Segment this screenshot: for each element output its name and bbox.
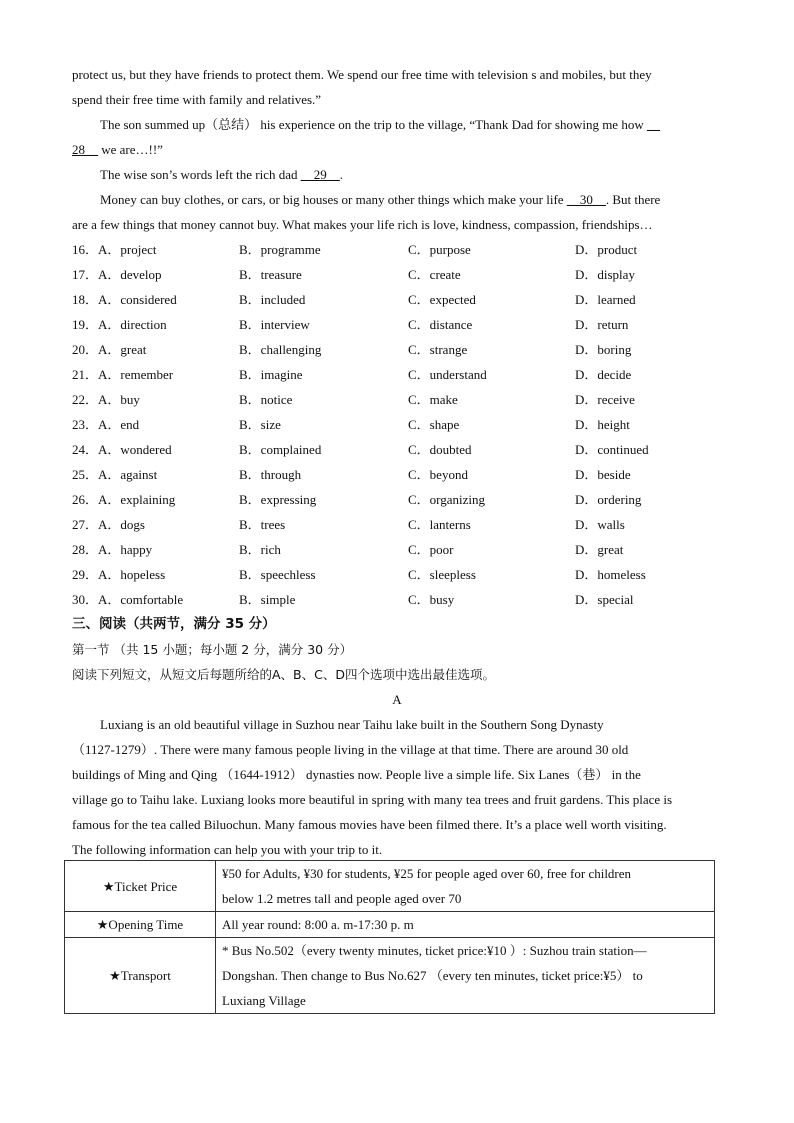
option-d: D．great [575,542,624,557]
option-c: C．distance [408,317,473,332]
reading-line: （1127-1279）. There were many famous people living in the village at that time. There are around 30 old [72,742,629,757]
option-b: B．complained [239,442,322,457]
option-c: C．busy [408,592,455,607]
question-list [72,237,722,612]
blank-29: __29__ [300,167,340,182]
option-a: 19．A．direction [72,317,167,332]
section-subtitle: 第一节 （共 15 小题；每小题 2 分，满分 30 分） [72,642,353,657]
reading-line: village go to Taihu lake. Luxiang looks more beautiful in spring with many tea trees and fruit gardens. This place is [72,792,673,807]
option-b: B．trees [239,517,286,532]
table-header-transport: ★Transport [65,938,216,1014]
option-b: B．imagine [239,367,303,382]
passage-line: protect us, but they have friends to protect them. We spend our free time with television s and mobiles, but they [72,67,652,82]
question-row [72,287,722,312]
reading-line: famous for the tea called Biluochun. Many famous movies have been filmed there. It’s a place well worth visiting. [72,817,667,832]
reading-line: buildings of Ming and Qing （1644-1912） dynasties now. People live a simple life. Six Lanes（巷） in the [72,767,641,782]
cell-line: ¥50 for Adults, ¥30 for students, ¥25 for people aged over 60, free for children [222,866,632,881]
option-c: C．lanterns [408,517,471,532]
passage-line: are a few things that money cannot buy. What makes your life rich is love, kindness, compassion, friendships… [72,217,653,232]
option-b: B．interview [239,317,310,332]
option-d: D．product [575,242,638,257]
passage-text: . But there [605,192,661,207]
cell-line: Dongshan. Then change to Bus No.627 （every ten minutes, ticket price:¥5） to [222,968,643,983]
option-a: 23．A．end [72,417,140,432]
option-b: B．treasure [239,267,302,282]
passage-text: The son summed up（总结） his experience on the trip to the village, “Thank Dad for showing me how [100,117,647,132]
option-c: C．understand [408,367,487,382]
option-d: D．receive [575,392,635,407]
option-c: C．create [408,267,461,282]
option-a: 26．A．explaining [72,492,176,507]
option-d: D．learned [575,292,636,307]
option-a: 29．A．hopeless [72,567,166,582]
option-c: C．organizing [408,492,486,507]
option-b: B．size [239,417,281,432]
table-header-ticket-price: ★Ticket Price [65,861,216,912]
question-row [72,412,722,437]
option-c: C．doubted [408,442,472,457]
option-c: C．make [408,392,458,407]
option-d: D．decide [575,367,632,382]
option-b: B．expressing [239,492,317,507]
option-d: D．height [575,417,630,432]
option-c: C．sleepless [408,567,476,582]
cell-line: * Bus No.502（every twenty minutes, ticket price:¥10 ）: Suzhou train station— [222,943,647,958]
question-row [72,237,722,262]
table-row [65,938,715,1014]
table-cell [216,861,715,912]
question-row [72,462,722,487]
info-table [64,860,715,1014]
option-b: B．included [239,292,306,307]
option-c: C．poor [408,542,454,557]
blank-28: 28__ [72,142,98,157]
document-page [72,62,722,862]
table-header-opening-time: ★Opening Time [65,912,216,938]
option-c: C．strange [408,342,468,357]
question-row [72,312,722,337]
option-a: 17．A．develop [72,267,162,282]
blank-28-start: __ [646,117,660,132]
question-row [72,487,722,512]
option-a: 18．A．considered [72,292,177,307]
table-row [65,861,715,912]
passage-text: we are…!!” [98,142,163,157]
option-d: D．special [575,592,634,607]
question-row [72,437,722,462]
question-row [72,562,722,587]
option-b: B．rich [239,542,281,557]
option-b: B．simple [239,592,296,607]
question-row [72,362,722,387]
option-b: B．notice [239,392,293,407]
passage-letter: A [392,692,402,707]
passage-text: The wise son’s words left the rich dad [100,167,301,182]
option-d: D．walls [575,517,625,532]
option-c: C．beyond [408,467,468,482]
cell-line: below 1.2 metres tall and people aged over 70 [222,891,462,906]
passage-line [72,162,722,187]
option-a: 25．A．against [72,467,158,482]
passage-text: Money can buy clothes, or cars, or big houses or many other things which make your life [100,192,567,207]
cell-line: Luxiang Village [222,993,306,1008]
question-row [72,387,722,412]
section-instruction: 阅读下列短文，从短文后每题所给的A、B、C、D四个选项中选出最佳选项。 [72,667,495,682]
table-cell: All year round: 8:00 a. m-17:30 p. m [216,912,715,938]
option-d: D．ordering [575,492,642,507]
option-b: B．challenging [239,342,322,357]
table-row [65,912,715,938]
option-a: 16．A．project [72,242,157,257]
passage-line [72,137,722,162]
option-a: 24．A．wondered [72,442,172,457]
question-row [72,262,722,287]
option-a: 21．A．remember [72,367,174,382]
option-d: D．boring [575,342,632,357]
question-row [72,512,722,537]
option-d: D．display [575,267,635,282]
option-a: 30．A．comfortable [72,592,184,607]
section-title: 三、阅读（共两节，满分 35 分） [72,616,276,632]
reading-line: The following information can help you with your trip to it. [72,842,383,857]
blank-30: __30__ [566,192,606,207]
question-row [72,337,722,362]
option-c: C．purpose [408,242,471,257]
option-b: B．programme [239,242,321,257]
option-a: 28．A．happy [72,542,153,557]
option-b: B．speechless [239,567,316,582]
passage-text: . [339,167,343,182]
option-c: C．shape [408,417,460,432]
option-d: D．homeless [575,567,646,582]
option-d: D．beside [575,467,631,482]
option-c: C．expected [408,292,476,307]
reading-line: Luxiang is an old beautiful village in Suzhou near Taihu lake built in the Southern Song Dynasty [100,717,604,732]
table-cell [216,938,715,1014]
passage-line [72,112,722,137]
option-d: D．return [575,317,629,332]
option-a: 20．A．great [72,342,147,357]
option-a: 27．A．dogs [72,517,145,532]
question-row [72,587,722,612]
passage-line [72,187,722,212]
option-d: D．continued [575,442,649,457]
option-a: 22．A．buy [72,392,140,407]
option-b: B．through [239,467,302,482]
question-row [72,537,722,562]
passage-line: spend their free time with family and relatives.” [72,92,322,107]
